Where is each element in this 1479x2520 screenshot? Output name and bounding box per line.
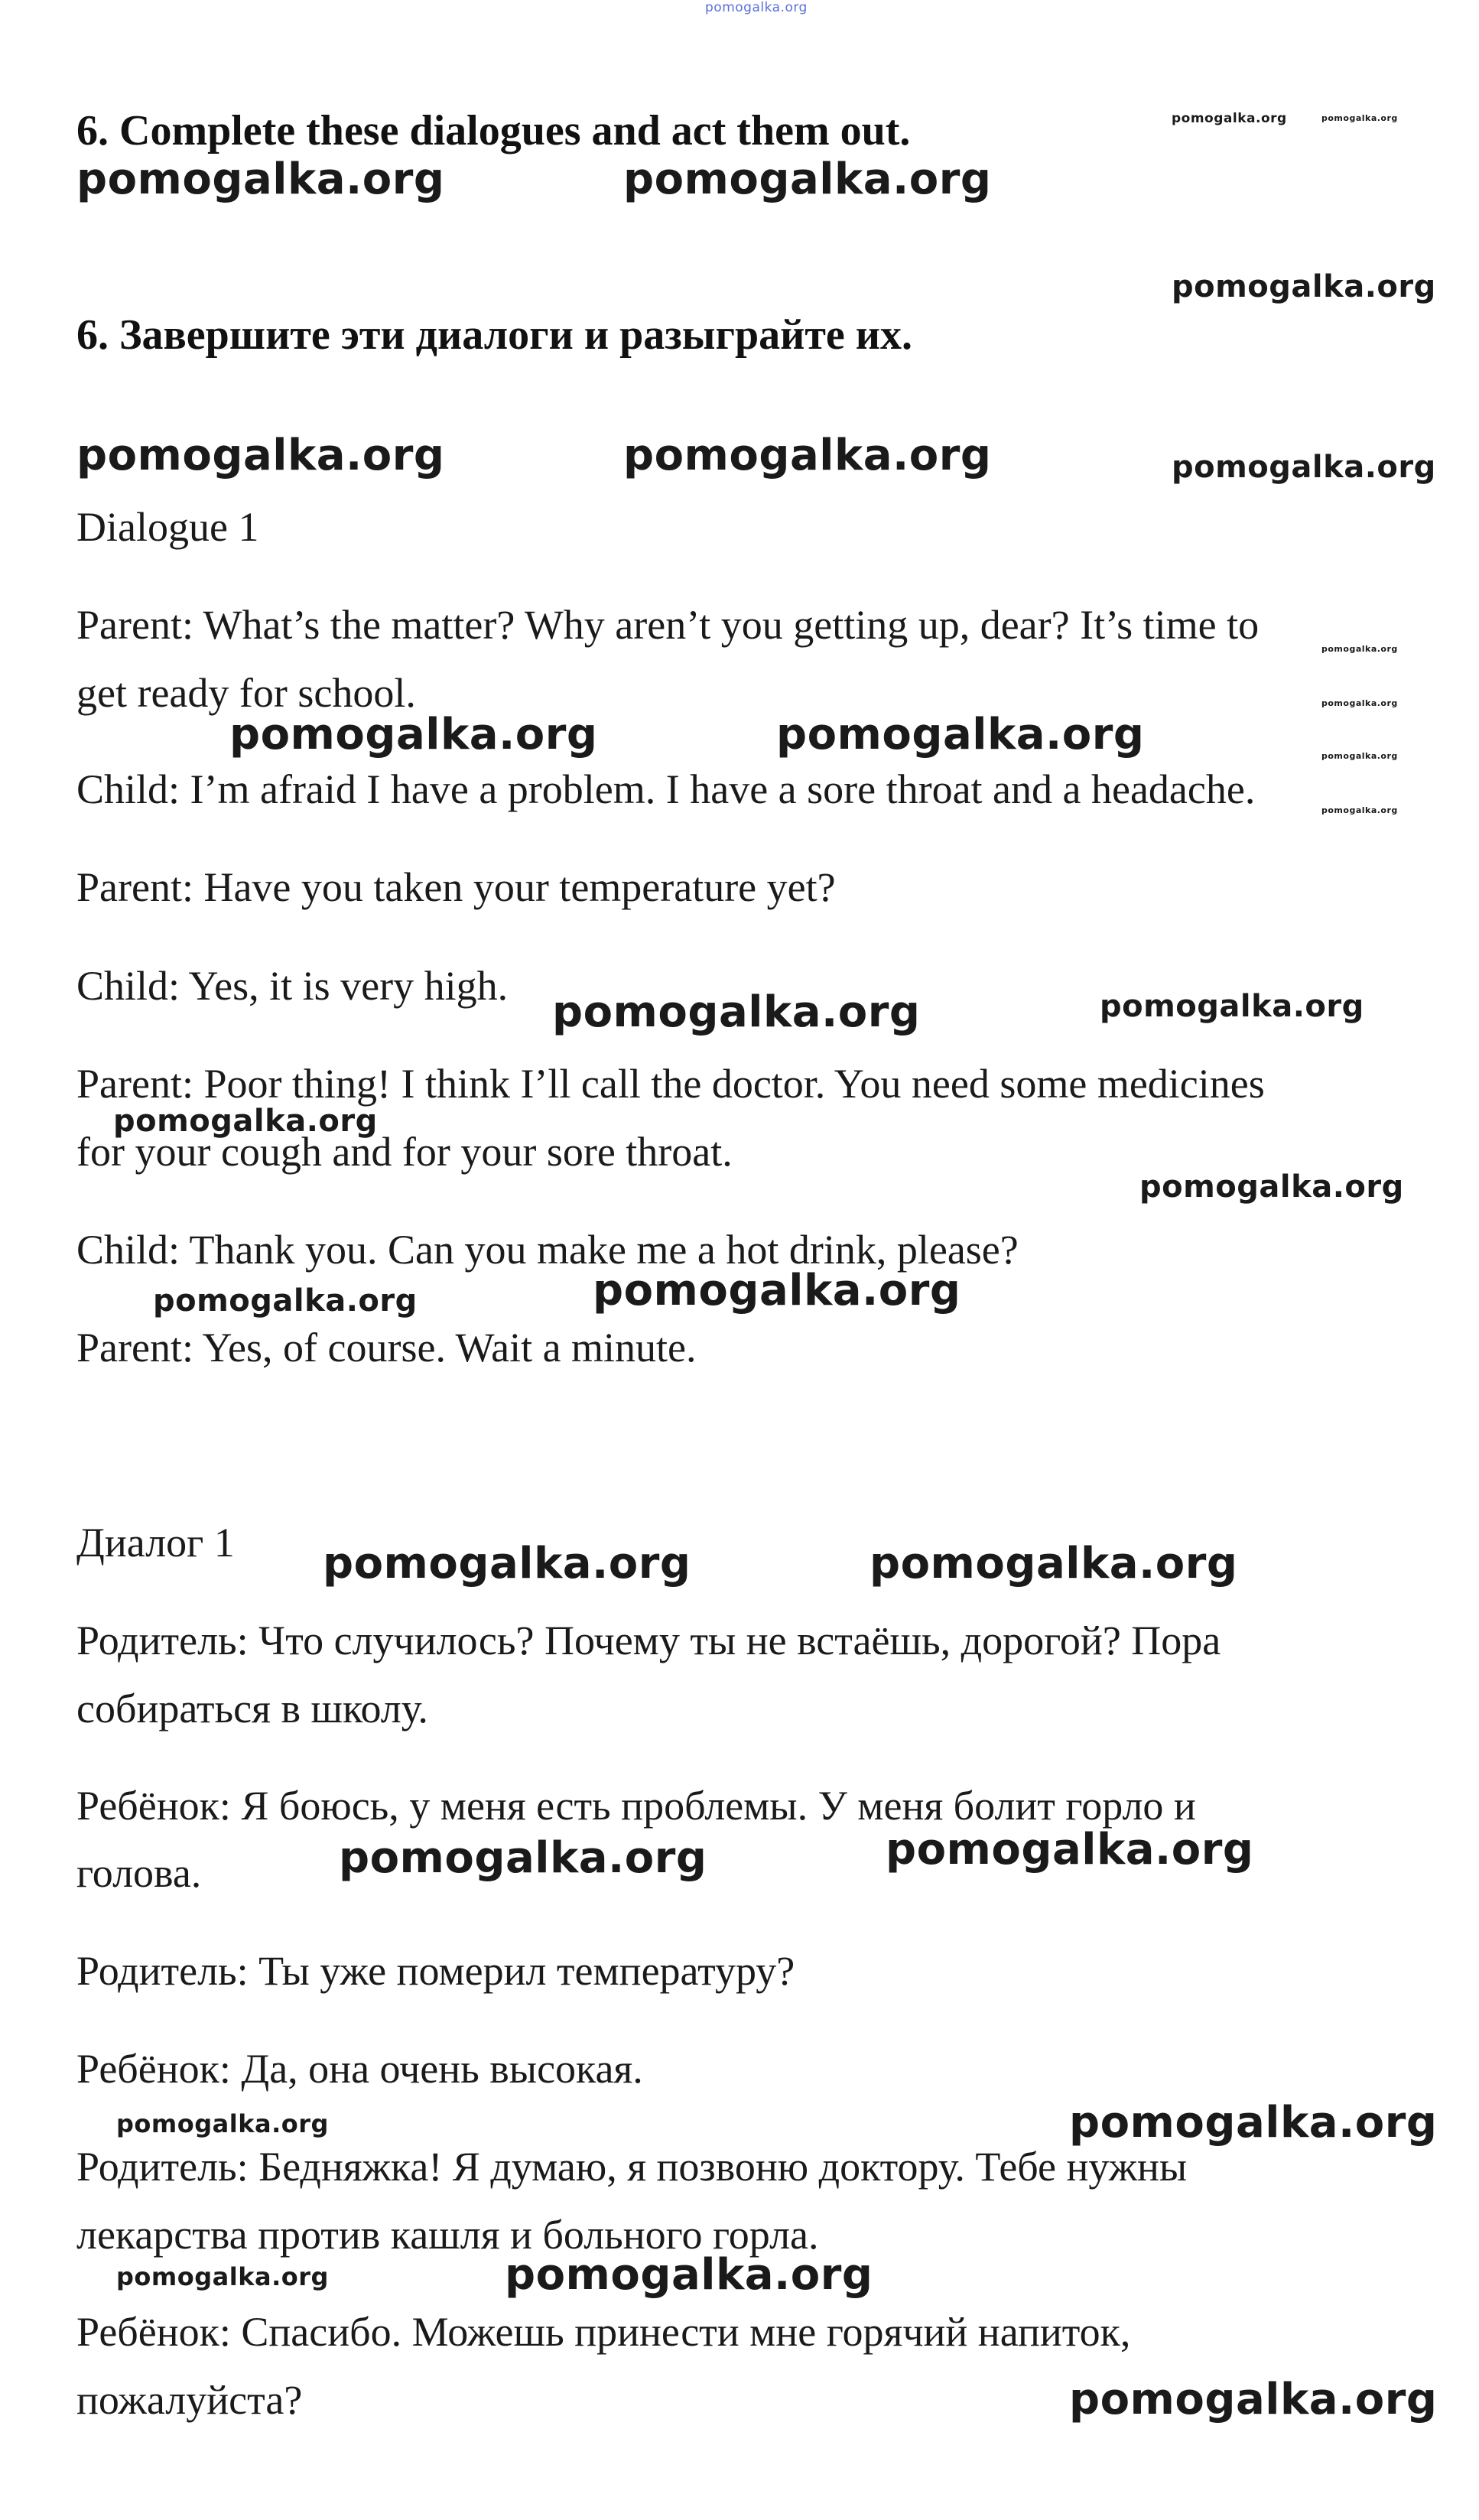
dialogue-ru-line: Ребёнок: Да, она очень высокая. bbox=[76, 2046, 643, 2092]
dialogue-en-line: for your cough and for your sore throat. bbox=[76, 1129, 733, 1175]
watermark: pomogalka.org bbox=[339, 1833, 707, 1883]
watermark: pomogalka.org bbox=[623, 154, 992, 204]
watermark: pomogalka.org bbox=[593, 1266, 961, 1315]
watermark: pomogalka.org bbox=[505, 2250, 873, 2300]
task-title-ru: 6. Завершите эти диалоги и разыграйте их. bbox=[76, 311, 912, 359]
watermark: pomogalka.org bbox=[116, 2262, 329, 2291]
watermark: pomogalka.org bbox=[1321, 698, 1398, 708]
dialogue-ru-line: Родитель: Бедняжка! Я думаю, я позвоню доктору. Тебе нужны bbox=[76, 2144, 1188, 2190]
dialogue-en-line: Parent: Yes, of course. Wait a minute. bbox=[76, 1325, 697, 1371]
task-title-en: 6. Complete these dialogues and act them out. bbox=[76, 107, 911, 154]
watermark: pomogalka.org bbox=[886, 1825, 1254, 1875]
dialogue-en-line: get ready for school. bbox=[76, 670, 416, 716]
dialogue-ru-line: Родитель: Что случилось? Почему ты не встаёшь, дорогой? Пора bbox=[76, 1618, 1221, 1663]
watermark: pomogalka.org bbox=[1069, 2375, 1438, 2424]
dialogue-en-line: Child: I’m afraid I have a problem. I have a sore throat and a headache. bbox=[76, 766, 1256, 812]
dialogue-en-line: Parent: Poor thing! I think I’ll call the doctor. You need some medicines bbox=[76, 1061, 1265, 1107]
watermark: pomogalka.org bbox=[1139, 1169, 1404, 1205]
dialogue-en-line: Parent: What’s the matter? Why aren’t you getting up, dear? It’s time to bbox=[76, 602, 1260, 648]
watermark: pomogalka.org bbox=[116, 2109, 329, 2138]
dialogue-en-line: Child: Thank you. Can you make me a hot drink, please? bbox=[76, 1227, 1019, 1273]
dialogue-ru-line: Ребёнок: Я боюсь, у меня есть проблемы. У меня болит горло и bbox=[76, 1783, 1196, 1829]
dialogue-en-line: Child: Yes, it is very high. bbox=[76, 963, 509, 1009]
watermark: pomogalka.org bbox=[870, 1539, 1238, 1588]
watermark: pomogalka.org bbox=[623, 431, 992, 480]
dialogue-ru-line: голова. bbox=[76, 1850, 202, 1896]
watermark: pomogalka.org bbox=[76, 431, 445, 480]
dialogue-ru-line: собираться в школу. bbox=[76, 1686, 428, 1731]
watermark: pomogalka.org bbox=[1172, 450, 1436, 485]
dialogue-ru-line: Родитель: Ты уже померил температуру? bbox=[76, 1948, 795, 1994]
watermark: pomogalka.org bbox=[776, 710, 1145, 759]
watermark: pomogalka.org bbox=[323, 1539, 691, 1588]
watermark: pomogalka.org bbox=[1100, 989, 1364, 1024]
dialogue-en-line: Parent: Have you taken your temperature yet? bbox=[76, 864, 836, 910]
watermark: pomogalka.org bbox=[1172, 111, 1287, 126]
watermark: pomogalka.org bbox=[153, 1283, 418, 1319]
watermark: pomogalka.org bbox=[1069, 2098, 1438, 2148]
dialogue-ru-line: пожалуйста? bbox=[76, 2377, 303, 2423]
watermark: pomogalka.org bbox=[1321, 644, 1398, 654]
dialogue-ru-line: лекарства против кашля и больного горла. bbox=[76, 2212, 819, 2258]
watermark: pomogalka.org bbox=[1321, 805, 1398, 815]
watermark: pomogalka.org bbox=[1172, 269, 1436, 304]
dialogue-ru-heading: Диалог 1 bbox=[76, 1520, 235, 1566]
watermark: pomogalka.org bbox=[229, 710, 598, 759]
watermark: pomogalka.org bbox=[552, 987, 921, 1037]
watermark: pomogalka.org bbox=[113, 1104, 378, 1139]
watermark: pomogalka.org bbox=[1321, 751, 1398, 761]
top-watermark: pomogalka.org bbox=[705, 0, 808, 15]
dialogue-en-heading: Dialogue 1 bbox=[76, 504, 259, 550]
watermark: pomogalka.org bbox=[76, 154, 445, 204]
dialogue-ru-line: Ребёнок: Спасибо. Можешь принести мне горячий напиток, bbox=[76, 2309, 1131, 2355]
watermark: pomogalka.org bbox=[1321, 113, 1398, 123]
